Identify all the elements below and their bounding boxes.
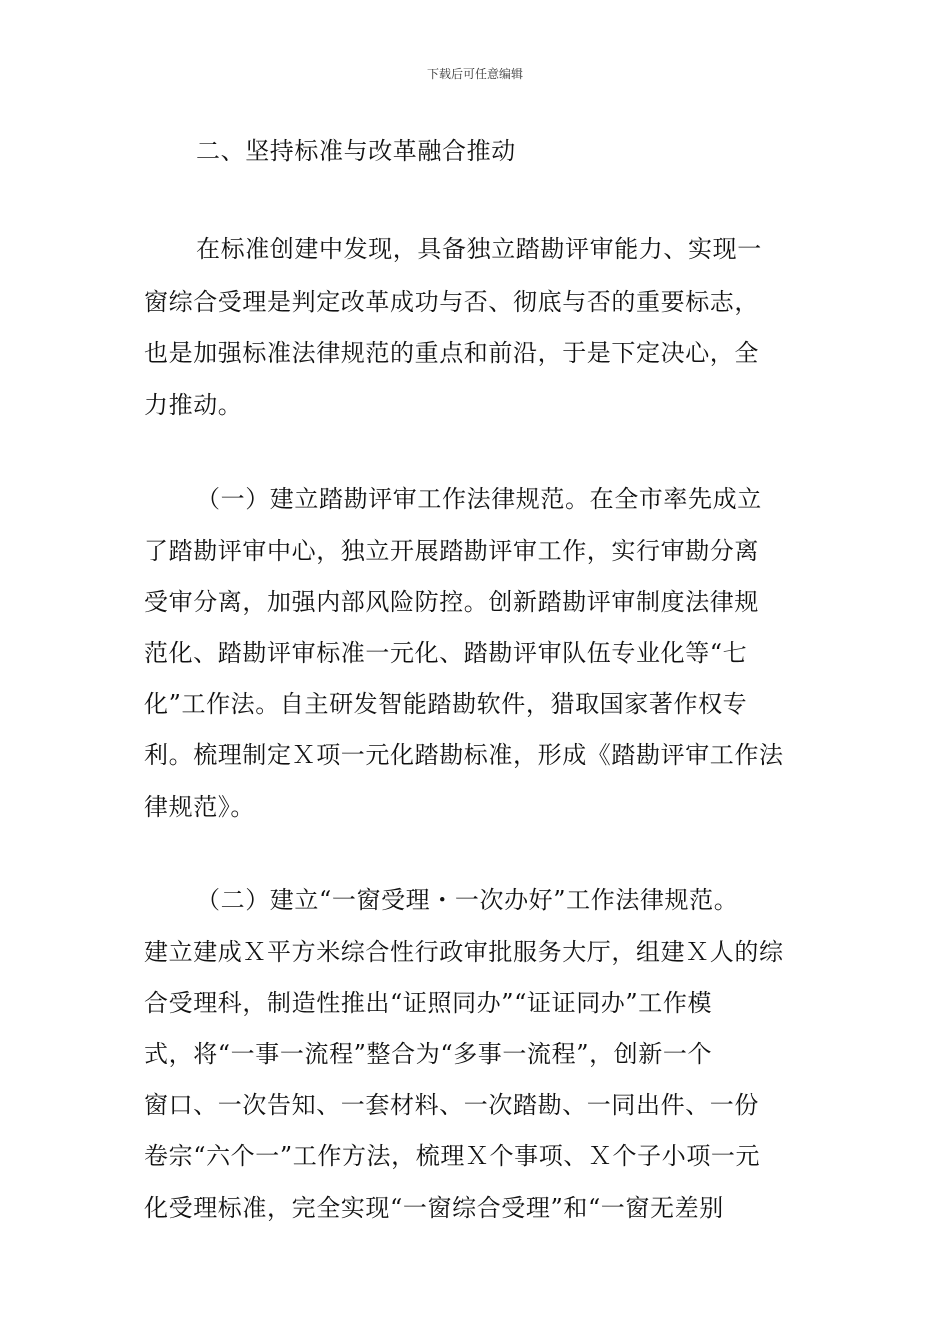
- paragraph-3-line-3: 合受理科，制造性推出“证照同办”“证证同办”工作模: [144, 989, 713, 1017]
- section-heading: 二、坚持标准与改革融合推动: [196, 137, 516, 165]
- paragraph-2-line-2: 了踏勘评审中心，独立开展踏勘评审工作，实行审勘分离: [144, 537, 759, 565]
- paragraph-2-line-1: （一）建立踏勘评审工作法律规范。在全市率先成立: [196, 485, 762, 513]
- paragraph-2-line-3: 受审分离，加强内部风险防控。创新踏勘评审制度法律规: [144, 588, 759, 616]
- paragraph-3-line-5: 窗口、一次告知、一套材料、一次踏勘、一同出件、一份: [144, 1091, 759, 1119]
- paragraph-3-line-1: （二）建立“一窗受理・一次办好”工作法律规范。: [196, 886, 739, 914]
- paragraph-1-line-3: 也是加强标准法律规范的重点和前沿，于是下定决心，全: [144, 339, 759, 367]
- paragraph-1-line-2: 窗综合受理是判定改革成功与否、彻底与否的重要标志，: [144, 288, 759, 316]
- paragraph-3-line-6: 卷宗“六个一”工作方法，梳理Ｘ个事项、Ｘ个子小项一元: [144, 1142, 761, 1170]
- paragraph-2-line-4: 范化、踏勘评审标准一元化、踏勘评审队伍专业化等“七: [144, 639, 748, 667]
- paragraph-1-line-1: 在标准创建中发现，具备独立踏勘评审能力、实现一: [196, 235, 762, 263]
- paragraph-2-line-5: 化”工作法。自主研发智能踏勘软件，猎取国家著作权专: [144, 690, 748, 718]
- paragraph-2-line-6: 利。梳理制定Ｘ项一元化踏勘标准，形成《踏勘评审工作法: [144, 741, 784, 769]
- paragraph-1-line-4: 力推动。: [144, 391, 243, 419]
- paragraph-3-line-7: 化受理标准，完全实现“一窗综合受理”和“一窗无差别: [144, 1194, 724, 1222]
- paragraph-3-line-2: 建立建成Ｘ平方米综合性行政审批服务大厅，组建Ｘ人的综: [144, 938, 784, 966]
- paragraph-3-line-4: 式，将“一事一流程”整合为“多事一流程”，创新一个: [144, 1040, 713, 1068]
- paragraph-2-line-7: 律规范》。: [144, 793, 255, 821]
- page-header-note: 下载后可任意编辑: [426, 67, 523, 81]
